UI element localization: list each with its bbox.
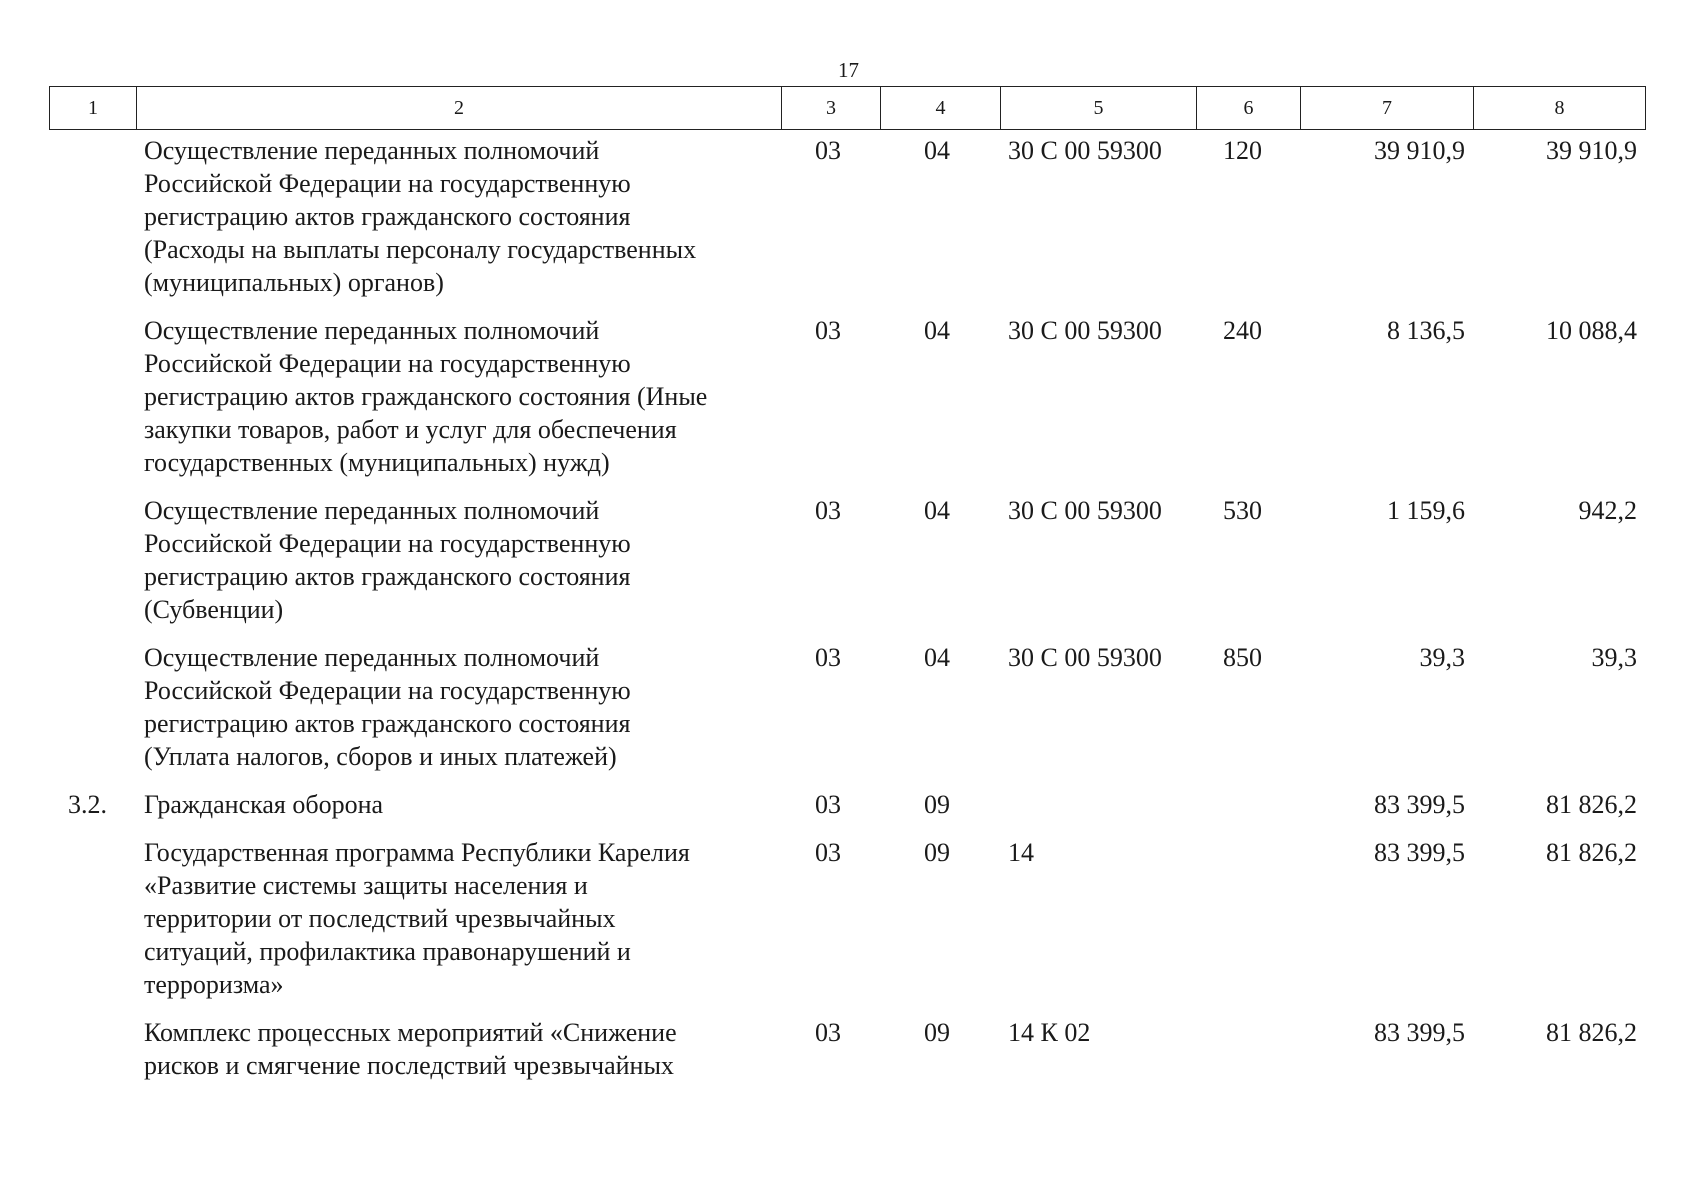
row-amount-year-2: 39 910,9 xyxy=(1546,136,1637,165)
row-section: 03 xyxy=(815,643,841,672)
header-col-8: 8 xyxy=(1474,87,1646,130)
row-name: Осуществление переданных полномочий Российской Федерации на государственную регистрацию актов гражданского состояния (Иные закупки товаров, работ и услуг для обеспечения государственных (муниципальных) нужд) xyxy=(144,316,708,477)
header-col-2: 2 xyxy=(137,87,782,130)
header-col-1: 1 xyxy=(50,87,137,130)
row-name: Комплекс процессных мероприятий «Снижение рисков и смягчение последствий чрезвычайных xyxy=(144,1018,677,1080)
row-amount-year-2: 81 826,2 xyxy=(1546,1018,1637,1047)
row-amount-year-1: 39,3 xyxy=(1419,643,1465,672)
column-number-header xyxy=(49,86,1646,130)
row-number xyxy=(49,494,136,626)
row-amount-year-1: 83 399,5 xyxy=(1374,1018,1465,1047)
row-name: Осуществление переданных полномочий Российской Федерации на государственную регистрацию актов гражданского состояния (Субвенции) xyxy=(144,496,631,624)
row-amount-year-1: 83 399,5 xyxy=(1374,838,1465,867)
row-amount-year-2: 10 088,4 xyxy=(1546,316,1637,345)
row-amount-year-2: 81 826,2 xyxy=(1546,790,1637,819)
row-expense-type: 120 xyxy=(1223,136,1262,165)
row-target-article xyxy=(1000,788,1196,821)
table-row xyxy=(49,494,1645,626)
row-expense-type: 240 xyxy=(1223,316,1262,345)
row-expense-type xyxy=(1196,1016,1300,1082)
row-name: Государственная программа Республики Карелия «Развитие системы защиты населения и территории от последствий чрезвычайных ситуаций, профилактика правонарушений и терроризма» xyxy=(144,838,690,999)
row-target-article: 30 С 00 59300 xyxy=(1008,316,1162,345)
row-expense-type xyxy=(1196,836,1300,1001)
table-row xyxy=(49,134,1645,299)
table-row xyxy=(49,641,1645,773)
row-number xyxy=(49,134,136,299)
row-target-article: 14 К 02 xyxy=(1008,1018,1091,1047)
row-subsection: 04 xyxy=(924,316,950,345)
row-amount-year-2: 81 826,2 xyxy=(1546,838,1637,867)
row-number xyxy=(49,836,136,1001)
row-section: 03 xyxy=(815,496,841,525)
row-expense-type xyxy=(1196,788,1300,821)
row-section: 03 xyxy=(815,136,841,165)
row-number: 3.2. xyxy=(68,790,107,819)
row-target-article: 30 С 00 59300 xyxy=(1008,136,1162,165)
row-number xyxy=(49,1016,136,1082)
row-amount-year-1: 1 159,6 xyxy=(1387,496,1465,525)
row-name: Осуществление переданных полномочий Российской Федерации на государственную регистрацию актов гражданского состояния (Уплата налогов, сборов и иных платежей) xyxy=(144,643,631,771)
table-row xyxy=(49,314,1645,479)
row-amount-year-2: 942,2 xyxy=(1578,496,1637,525)
row-expense-type: 530 xyxy=(1223,496,1262,525)
header-col-6: 6 xyxy=(1197,87,1301,130)
header-col-4: 4 xyxy=(881,87,1001,130)
row-amount-year-1: 39 910,9 xyxy=(1374,136,1465,165)
row-subsection: 09 xyxy=(924,1018,950,1047)
row-target-article: 14 xyxy=(1008,838,1034,867)
table-row xyxy=(49,836,1645,1001)
row-name: Гражданская оборона xyxy=(144,790,384,819)
row-number xyxy=(49,641,136,773)
page-number: 17 xyxy=(838,58,859,82)
row-section: 03 xyxy=(815,1018,841,1047)
row-subsection: 09 xyxy=(924,838,950,867)
row-number xyxy=(49,314,136,479)
row-subsection: 04 xyxy=(924,136,950,165)
row-target-article: 30 С 00 59300 xyxy=(1008,496,1162,525)
row-section: 03 xyxy=(815,838,841,867)
header-col-3: 3 xyxy=(782,87,881,130)
row-subsection: 04 xyxy=(924,496,950,525)
row-subsection: 09 xyxy=(924,790,950,819)
row-target-article: 30 С 00 59300 xyxy=(1008,643,1162,672)
header-col-7: 7 xyxy=(1301,87,1474,130)
table-row xyxy=(49,1016,1645,1082)
row-amount-year-1: 8 136,5 xyxy=(1387,316,1465,345)
row-amount-year-2: 39,3 xyxy=(1591,643,1637,672)
row-section: 03 xyxy=(815,790,841,819)
row-subsection: 04 xyxy=(924,643,950,672)
row-name: Осуществление переданных полномочий Российской Федерации на государственную регистрацию актов гражданского состояния (Расходы на выплаты персоналу государственных (муниципальных) органов) xyxy=(144,136,697,297)
header-col-5: 5 xyxy=(1001,87,1197,130)
budget-table-body xyxy=(49,134,1645,1082)
row-section: 03 xyxy=(815,316,841,345)
row-expense-type: 850 xyxy=(1223,643,1262,672)
table-row xyxy=(49,788,1645,821)
row-amount-year-1: 83 399,5 xyxy=(1374,790,1465,819)
